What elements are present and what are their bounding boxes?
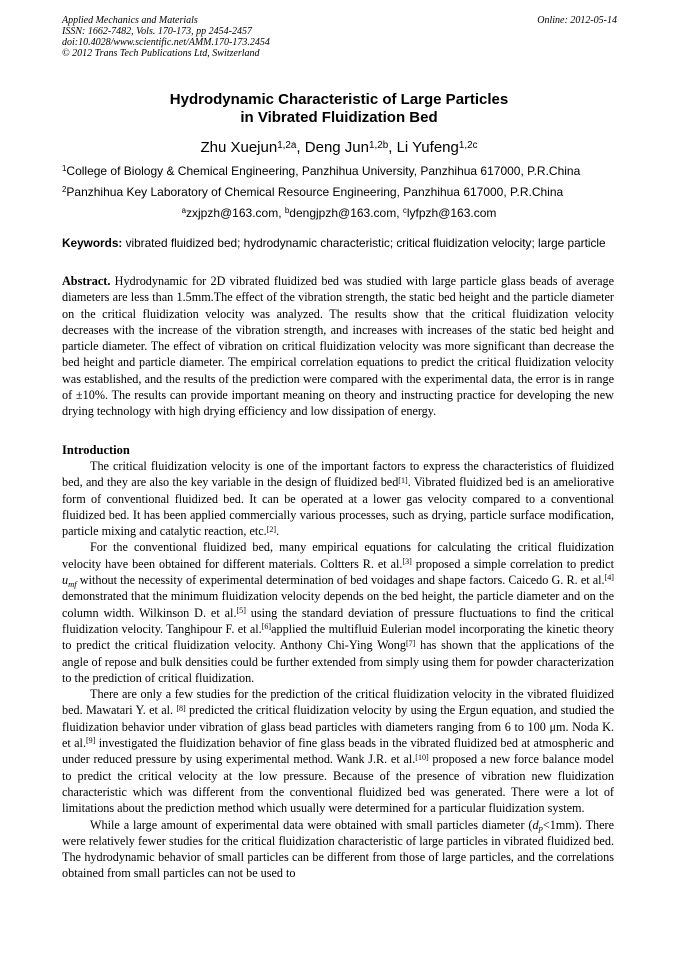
citation: [1] — [398, 475, 408, 485]
author-affiliation-marker: 1,2a — [277, 139, 297, 151]
intro-paragraph-2 — [62, 539, 614, 686]
journal-name: Applied Mechanics and Materials — [62, 15, 198, 26]
journal-header — [62, 15, 617, 59]
affiliation-2 — [62, 185, 622, 199]
author-separator: , — [388, 139, 397, 156]
citation: [8] — [176, 703, 186, 713]
affiliation-text: Panzhihua Key Laboratory of Chemical Resource Engineering, Panzhihua 617000, P.R.China — [66, 185, 564, 199]
text-run: proposed a new force balance model to predict the critical velocity at the low pressure. Because of the presence of vibration new fluidization characteristic which was different from the conventional fluidized bed was generated. There were a lot of limitations about the prediction method which usually were determined for a particular fluidization system. — [62, 752, 614, 816]
author-name: Deng Jun — [304, 139, 369, 156]
email-separator: , — [396, 206, 403, 220]
text-run: . — [276, 524, 280, 539]
citation: [6] — [261, 622, 272, 632]
symbol-base: d — [532, 817, 539, 832]
text-run: using the standard deviation of pressure fluctuations to find the critical fluidization velocity. Tanghipour F. et al. — [62, 605, 615, 636]
text-run: The critical fluidization velocity is one of the important factors to express the characteristics of fluidized bed, and they are also the key variable in the design of fluidized bed — [62, 459, 614, 490]
citation: [5] — [236, 606, 246, 616]
citation: [2] — [266, 524, 277, 534]
text-run: . Vibrated fluidized bed is an ameliorative form of conventional fluidized bed. It can be operated at a lower gas velocity compared to a conventional fluidized bed. It has been applied commercially various processes, such as drying, particle surface modification, particle mixing and catalytic reaction, etc. — [62, 475, 614, 539]
email-address[interactable]: dengjpzh@163.com — [289, 206, 397, 220]
text-run: demonstrated that the minimum fluidization velocity depends on the bed height, the particle diameter and on the column width. Wilkinson D. et al. — [62, 589, 614, 620]
copyright-line: © 2012 Trans Tech Publications Ltd, Switzerland — [62, 48, 260, 59]
intro-paragraph-3 — [62, 686, 614, 816]
keywords-text: vibrated fluidized bed; hydrodynamic characteristic; critical fluidization velocity; large particle — [122, 236, 606, 250]
abstract-paragraph — [62, 273, 614, 420]
text-run: While a large amount of experimental data were obtained with small particles diameter ( — [90, 817, 533, 832]
keywords — [62, 236, 614, 250]
abstract-text: Hydrodynamic for 2D vibrated fluidized bed was studied with large particle glass beads of average diameters are less than 1.5mm.The effect of the vibration strength, the static bed height and the particle diameter on the critical fluidization velocity was analyzed. The results show that the critical fluidization velocity decreases with the increase of the vibration strength, and increases with increases of the static bed height and particle diameter. The effect of vibration on critical fluidization velocity was more significant than decrease the bed height and particle diameter. The empirical correlation equations to predict the critical fluidization velocity was established, and the results of the prediction were compared with the experimental data, the error is in range of ±10%. The results can provide important meaning on theory and instructing practice for developing the new drying technology with high drying efficiency and low dissipation of energy. — [62, 274, 614, 419]
email-marker: a — [181, 206, 186, 216]
title-line-1: Hydrodynamic Characteristic of Large Particles — [169, 91, 509, 108]
intro-paragraph-4 — [62, 817, 614, 882]
author-list — [40, 139, 638, 157]
introduction-body — [62, 458, 614, 882]
email-address[interactable]: lyfpzh@163.com — [406, 206, 497, 220]
section-heading-introduction: Introduction — [62, 443, 130, 457]
symbol-subscript: p — [538, 823, 543, 834]
abstract — [62, 273, 614, 420]
text-run: For the conventional fluidized bed, many empirical equations for calculating the critical fluidization velocity have been obtained for different materials. Coltters R. et al. — [62, 540, 614, 571]
online-date: Online: 2012-05-14 — [537, 15, 617, 26]
affiliation-text: College of Biology & Chemical Engineering, Panzhihua University, Panzhihua 617000, P.R.China — [66, 164, 581, 178]
symbol-dp — [533, 818, 543, 832]
symbol-umf — [62, 573, 77, 587]
text-run: has shown that the applications of the angle of repose and bulk densities could be further extended from simply using them for powder characterization to the prediction of critical fluidization. — [62, 638, 614, 685]
citation: [3] — [402, 557, 412, 567]
symbol-subscript: mf — [68, 578, 77, 589]
author-name: Zhu Xuejun — [200, 139, 278, 156]
doi-line: doi:10.4028/www.scientific.net/AMM.170-173.2454 — [62, 37, 270, 48]
citation: [10] — [415, 752, 429, 762]
author-affiliation-marker: 1,2c — [458, 139, 478, 151]
intro-paragraph-1 — [62, 458, 614, 539]
text-run: applied the multifluid Eulerian model incorporating the kinetic theory to predict the critical fluidization velocity. Anthony Chi-Ying Wong — [62, 621, 614, 653]
text-run: investigated the fluidization behavior of fine glass beads in the vibrated fluidized bed at atmospheric and under reduced pressure by using experimental method. Wank J.R. et al. — [62, 736, 615, 767]
email-separator: , — [278, 206, 285, 220]
citation: [9] — [86, 736, 96, 746]
text-run: <1mm). There were relatively fewer studies for the critical fluidization characteristic of large particles in vibrated fluidized bed. The hydrodynamic behavior of small particles can be different from those of large particles, and the correlations obtained from small particles can not be used to — [62, 817, 614, 881]
text-run: predicted the critical fluidization velocity by using the Ergun equation, and studied the fluidization behavior under vibration of glass bead particles with diameters ranging from 6 to 100 μm. Noda K. et al. — [62, 703, 614, 751]
email-list — [40, 206, 638, 220]
citation: [7] — [405, 638, 416, 648]
author-separator: , — [296, 139, 305, 156]
text-run: without the necessity of experimental determination of bed voidages and shape factors. Caicedo G. R. et al. — [76, 573, 605, 588]
text-run: There are only a few studies for the prediction of the critical fluidization velocity in the vibrated fluidized bed. Mawatari Y. et al. — [62, 687, 614, 718]
affiliation-number: 2 — [62, 185, 67, 195]
abstract-label: Abstract. — [62, 274, 111, 288]
title-line-2: in Vibrated Fluidization Bed — [240, 109, 438, 126]
citation: [4] — [604, 573, 614, 583]
author-name: Li Yufeng — [396, 139, 459, 156]
author-affiliation-marker: 1,2b — [368, 139, 389, 151]
keywords-label: Keywords: — [62, 236, 123, 250]
issn-line: ISSN: 1662-7482, Vols. 170-173, pp 2454-2457 — [62, 26, 252, 37]
affiliation-1 — [62, 164, 622, 178]
text-run: proposed a simple correlation to predict — [411, 556, 614, 571]
email-address[interactable]: zxjpzh@163.com — [185, 206, 279, 220]
affiliation-number: 1 — [62, 164, 67, 174]
paper-title — [40, 91, 638, 127]
symbol-base: u — [62, 573, 69, 588]
email-marker: c — [402, 206, 407, 216]
email-marker: b — [284, 206, 290, 216]
